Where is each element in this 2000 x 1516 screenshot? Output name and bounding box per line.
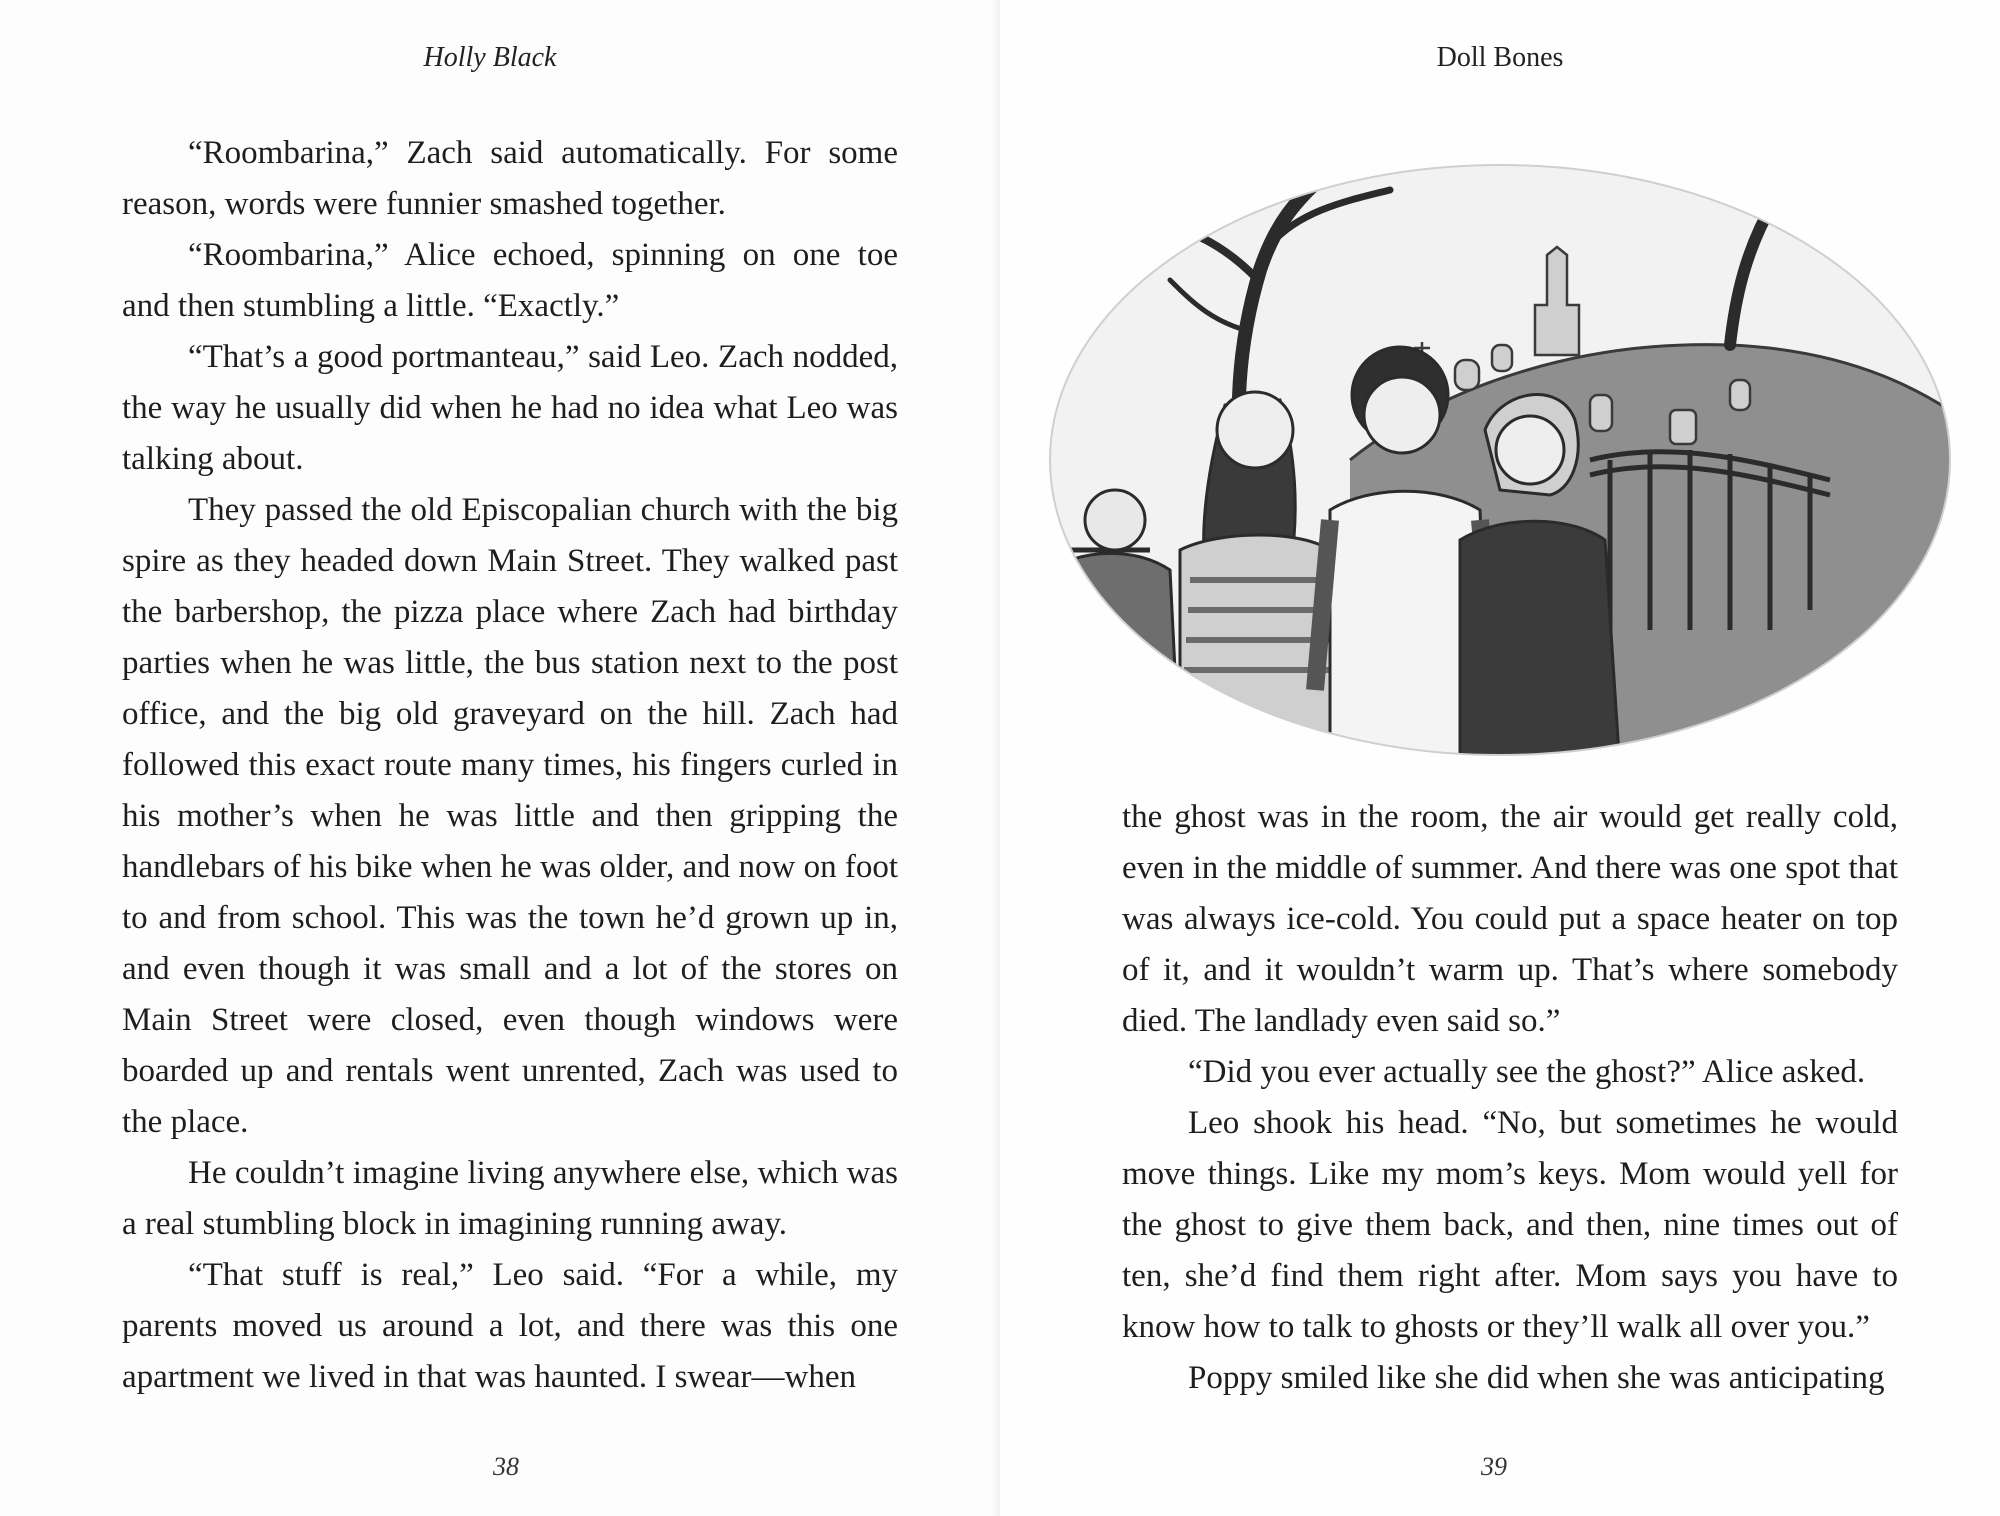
page-number: 39	[1481, 1452, 1507, 1481]
right-page	[1000, 0, 2000, 1516]
paragraph: the ghost was in the room, the air would get really cold, even in the middle of summer. And there was one spot that was always ice-cold. You could put a space heater on top of it, and it wouldn’t warm up. That’s where somebody died. The landlady even said so.”	[1122, 799, 1898, 1039]
paragraph: “That stuff is real,” Leo said. “For a while, my parents moved us around a lot, and there was this one apartment we lived in that was haunted. I swear—when	[122, 1257, 898, 1395]
page-number: 38	[493, 1452, 519, 1481]
running-head-author: Holly Black	[423, 42, 557, 73]
paragraph: “Roombarina,” Alice echoed, spinning on one toe and then stumbling a little. “Exactly.”	[122, 237, 898, 324]
running-head-title: Doll Bones	[1436, 42, 1564, 73]
paragraph: Poppy smiled like she did when she was anticipating	[1188, 1360, 1885, 1396]
graveyard-illustration	[1030, 130, 1970, 760]
paragraph: They passed the old Episcopalian church with the big spire as they headed down Main Street. They walked past the barbershop, the pizza place where Zach had birthday parties when he was little, the bus station next to the post office, and the big old graveyard on the hill. Zach had followed this exact route many times, his fingers curled in his mother’s when he was little and then gripping the handlebars of his bike when he was older, and now on foot to and from school. This was the town he’d grown up in, and even though it was small and a lot of the stores on Main Street were closed, even though windows were boarded up and rentals went unrented, Zach was used to the place.	[122, 492, 898, 1140]
paragraph: “Did you ever actually see the ghost?” Alice asked.	[1188, 1054, 1866, 1090]
left-page-text	[122, 128, 898, 1403]
paragraph: “Roombarina,” Zach said automatically. For some reason, words were funnier smashed together.	[122, 135, 898, 222]
paragraph: Leo shook his head. “No, but sometimes he would move things. Like my mom’s keys. Mom would yell for the ghost to give them back, and then, nine times out of ten, she’d find them right after. Mom says you have to know how to talk to ghosts or they’ll walk all over you.”	[1122, 1105, 1898, 1345]
paragraph: He couldn’t imagine living anywhere else, which was a real stumbling block in imagining running away.	[122, 1155, 898, 1242]
right-page-text	[1122, 792, 1898, 1404]
paragraph: “That’s a good portmanteau,” said Leo. Zach nodded, the way he usually did when he had no idea what Leo was talking about.	[122, 339, 898, 477]
